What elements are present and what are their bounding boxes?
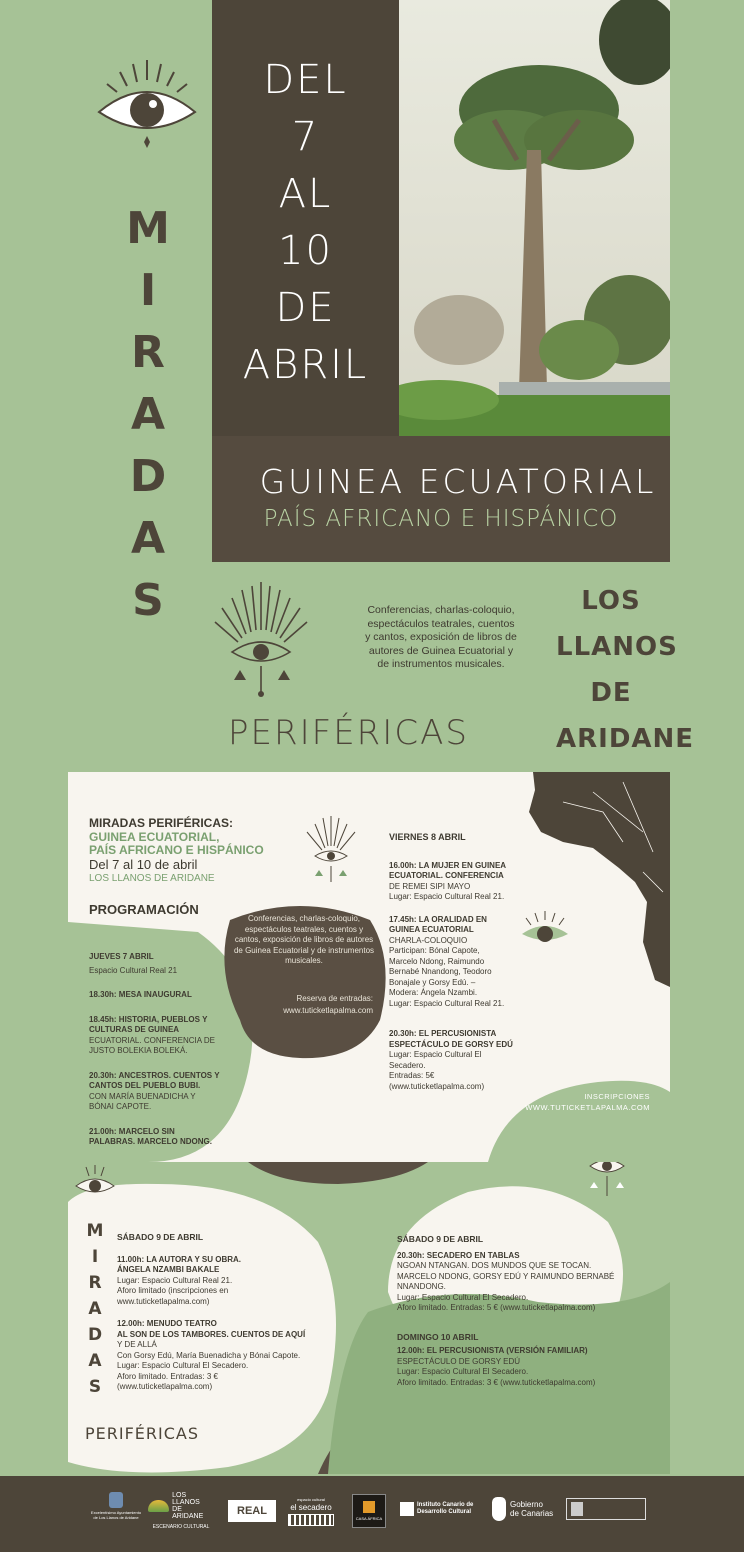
location-line: LOS: [581, 586, 641, 616]
event-line: (www.tuticketlapalma.com): [117, 1382, 213, 1391]
event-line: 17.45h: LA ORALIDAD EN: [389, 914, 487, 924]
date-line: DEL: [263, 57, 348, 103]
event-line: Bernabé Nnandong, Teodoro: [389, 967, 492, 976]
logo-text: ESCENARIO CULTURAL: [152, 1524, 210, 1530]
eye-icon: [95, 58, 199, 150]
event-line: Con Gorsy Edú, María Buenadicha y Bónai Capote.: [117, 1350, 301, 1360]
event-line: Aforo limitado. Entradas: 5 € (www.tuticketlapalma.com): [397, 1303, 596, 1312]
date-line: AL: [278, 171, 333, 217]
event-line: CHARLA-COLOQUIO: [389, 935, 468, 945]
africa-map-shape: [523, 772, 670, 992]
title-letter: A: [88, 1351, 102, 1371]
program-dates: Del 7 al 10 de abril: [89, 857, 198, 872]
crest-icon: [492, 1497, 506, 1521]
logo-text: Excelentísimo Ayuntamiento de Los Llanos de Aridane: [90, 1510, 142, 1520]
logo-text: el secadero: [290, 1503, 332, 1512]
programacion-heading: PROGRAMACIÓN: [89, 902, 199, 917]
event-line: ECUATORIAL. CONFERENCIA DE: [89, 1035, 215, 1045]
date-line: DE: [275, 285, 336, 331]
title-letter: M: [86, 1221, 104, 1241]
logo-text: LOS LLANOS: [172, 1492, 200, 1506]
event-line: Lugar: Espacio Cultural El Secadero.: [397, 1367, 529, 1376]
vertical-title-miradas-small: [84, 1218, 106, 1400]
date-line: ABRIL: [242, 342, 369, 388]
secadero-logo: [288, 1496, 334, 1526]
location-line: DE: [590, 678, 632, 708]
eye-icon: [74, 1164, 116, 1200]
event-line: CANTOS DEL PUEBLO BUBI.: [89, 1081, 201, 1090]
event-line: ESPECTÁCULO DE GORSY EDÚ: [389, 1039, 513, 1049]
event-line: CON MARÍA BUENADICHA Y: [89, 1091, 196, 1101]
perifericas-small: PERIFÉRICAS: [85, 1424, 200, 1443]
casa-icon: [363, 1501, 375, 1513]
day-heading: DOMINGO 10 ABRIL: [397, 1331, 479, 1342]
country-band: [212, 436, 670, 562]
event-line: Bonajale y Gorsy Edú. –: [389, 977, 476, 987]
event-line: Entradas: 5€: [389, 1071, 435, 1080]
event-line: ÁNGELA NZAMBI BAKALE: [117, 1265, 220, 1274]
location-title: [556, 578, 695, 762]
bubble-reserve: Reserva de entradas:: [296, 994, 373, 1003]
sun-eye-icon: [303, 814, 359, 888]
logo-text: Gobierno: [510, 1500, 543, 1509]
event-line: Aforo limitado. Entradas: 3 € (www.tuticketlapalma.com): [397, 1377, 596, 1387]
event-line: www.tuticketlapalma.com): [117, 1296, 210, 1306]
date-line: 10: [278, 228, 333, 274]
event-line: Aforo limitado. Entradas: 3 €: [117, 1371, 218, 1381]
event-line: Lugar: Espacio Cultural El Secadero.: [397, 1292, 529, 1302]
logo-text: Desarrollo Cultural: [417, 1509, 472, 1515]
event-line: CULTURAS DE GUINEA: [89, 1025, 180, 1034]
vertical-title-miradas: [120, 198, 176, 632]
title-letter: A: [130, 513, 166, 564]
event-line: 20.30h: SECADERO EN TABLAS: [397, 1250, 520, 1260]
inscripciones-url[interactable]: WWW.TUTICKETLAPALMA.COM: [525, 1103, 650, 1112]
day-heading: SÁBADO 9 DE ABRIL: [397, 1234, 484, 1244]
program-place: LOS LLANOS DE ARIDANE: [89, 873, 215, 884]
event-line: 12.00h: EL PERCUSIONISTA (VERSIÓN FAMILIAR): [397, 1346, 588, 1355]
hill-icon: [148, 1500, 169, 1512]
event-line: (www.tuticketlapalma.com): [389, 1081, 485, 1091]
intro-text: Conferencias, charlas-coloquio, espectáculos teatrales, cuentos y cantos, exposición de libros de autores de Guinea Ecuatorial y de instrumentos musicales.: [365, 604, 517, 670]
title-letter: S: [132, 575, 164, 626]
title-letter: I: [91, 1247, 99, 1267]
eye-icon: [520, 910, 570, 946]
day-heading: VIERNES 8 ABRIL: [389, 832, 466, 842]
event-line: AL SON DE LOS TAMBORES. CUENTOS DE AQUÍ: [117, 1329, 306, 1339]
event-place: Espacio Cultural Real 21: [89, 965, 178, 975]
logo-text: DE ARIDANE: [172, 1506, 204, 1520]
title-letter: D: [87, 1325, 103, 1345]
event-line: Marcelo Ndong, Raimundo: [389, 956, 485, 966]
event-line: 21.00h: MARCELO SIN: [89, 1126, 175, 1136]
event-line: NGOAN NTANGAN. DOS MUNDOS QUE SE TOCAN.: [397, 1261, 592, 1270]
program-page-1: [68, 772, 670, 1162]
event-line: Lugar: Espacio Cultural Real 21.: [389, 892, 505, 901]
shield-icon: [109, 1492, 123, 1508]
event-line: 20.30h: EL PERCUSIONISTA: [389, 1029, 497, 1038]
event-line: 11.00h: LA AUTORA Y SU OBRA.: [117, 1254, 242, 1264]
sun-eye-icon: [576, 1162, 638, 1202]
event-line: BÓNAI CAPOTE.: [89, 1102, 152, 1111]
event-line: JUSTO BOLEKIA BOLEKÁ.: [89, 1046, 188, 1055]
country-subtitle: PAÍS AFRICANO E HISPÁNICO: [263, 506, 619, 532]
program-title-2: GUINEA ECUATORIAL,: [89, 830, 220, 844]
title-letter: M: [126, 203, 170, 254]
title-letter: I: [139, 265, 157, 316]
event-line: ECUATORIAL. CONFERENCIA: [389, 871, 504, 880]
event-line: Y DE ALLÁ: [117, 1340, 157, 1349]
event-line: 16.00h: LA MUJER EN GUINEA: [389, 860, 507, 870]
logo-text: CASA ÁFRICA: [355, 1516, 383, 1521]
logo-text: espacio cultural: [297, 1497, 325, 1502]
event-line: Participan: Bónal Capote,: [389, 946, 480, 955]
event-line: Secadero.: [389, 1060, 426, 1070]
event-line: ESPECTÁCULO DE GORSY EDÚ: [397, 1356, 520, 1366]
date-box: [212, 0, 399, 436]
event-line: Lugar: Espacio Cultural El Secadero.: [117, 1361, 249, 1370]
title-letter: D: [129, 451, 167, 502]
event-line: PALABRAS. MARCELO NDONG.: [89, 1137, 212, 1146]
event-line: 18.45h: HISTORIA, PUEBLOS Y: [89, 1014, 208, 1024]
crest-icon: [571, 1502, 583, 1516]
title-letter: S: [88, 1377, 102, 1397]
inscripciones-label: INSCRIPCIONES: [584, 1092, 650, 1101]
day-heading: JUEVES 7 ABRIL: [89, 952, 154, 961]
location-line: LLANOS: [556, 632, 678, 662]
logo-text: Instituto Canario de: [417, 1502, 474, 1508]
event-line: 20.30h: ANCESTROS. CUENTOS Y: [89, 1070, 220, 1080]
gobierno-canarias-logo: [492, 1497, 554, 1521]
building-icon: [288, 1514, 334, 1526]
program-page-2: [68, 1162, 670, 1474]
country-title: GUINEA ECUATORIAL: [259, 462, 657, 501]
event-line: Modera: Ángela Nzambi.: [389, 988, 478, 997]
program-title: MIRADAS PERIFÉRICAS:: [89, 816, 234, 830]
sun-eye-icon: [212, 580, 310, 700]
ministry-logo: [566, 1498, 646, 1520]
tree-photo: [399, 0, 670, 436]
event-line: 18.30h: MESA INAUGURAL: [89, 990, 192, 999]
real21-logo: REAL: [228, 1500, 276, 1522]
event-line: MARCELO NDONG, GORSY EDÚ Y RAIMUNDO BERNABÉ: [397, 1271, 615, 1281]
event-line: Lugar: Espacio Cultural Real 21.: [117, 1275, 233, 1285]
casa-africa-logo: [352, 1494, 386, 1528]
location-line: ARIDANE: [556, 724, 695, 754]
los-llanos-logo: [148, 1492, 214, 1531]
title-letter: R: [88, 1273, 102, 1293]
title-letter: A: [130, 389, 166, 440]
ayuntamiento-logo: [90, 1492, 142, 1520]
event-line: Lugar: Espacio Cultural Real 21.: [389, 998, 505, 1008]
event-line: GUINEA ECUATORIAL: [389, 925, 474, 934]
logo-text: de Canarias: [510, 1509, 554, 1518]
event-line: Lugar: Espacio Cultural El: [389, 1050, 482, 1059]
day-heading: SÁBADO 9 DE ABRIL: [117, 1232, 204, 1242]
bubble-url[interactable]: www.tuticketlapalma.com: [283, 1006, 373, 1015]
event-line: 12.00h: MENUDO TEATRO: [117, 1319, 217, 1328]
icdc-logo: [400, 1502, 482, 1516]
event-line: NNANDONG.: [397, 1282, 446, 1291]
event-line: Aforo limitado (inscripciones en: [117, 1286, 229, 1295]
date-line: 7: [291, 114, 320, 160]
perifericas-title: PERIFÉRICAS: [228, 713, 469, 753]
event-line: DE REMEI SIPI MAYO: [389, 881, 471, 891]
program-title-3: PAÍS AFRICANO E HISPÁNICO: [89, 843, 264, 857]
square-icon: [400, 1502, 414, 1516]
title-letter: A: [88, 1299, 102, 1319]
title-letter: R: [131, 327, 165, 378]
bubble-text: Conferencias, charlas-coloquio, espectáculos teatrales, cuentos y cantos, exposición de libros de autores de Guinea Ecuatorial y de instrumentos musicales.: [233, 914, 375, 965]
